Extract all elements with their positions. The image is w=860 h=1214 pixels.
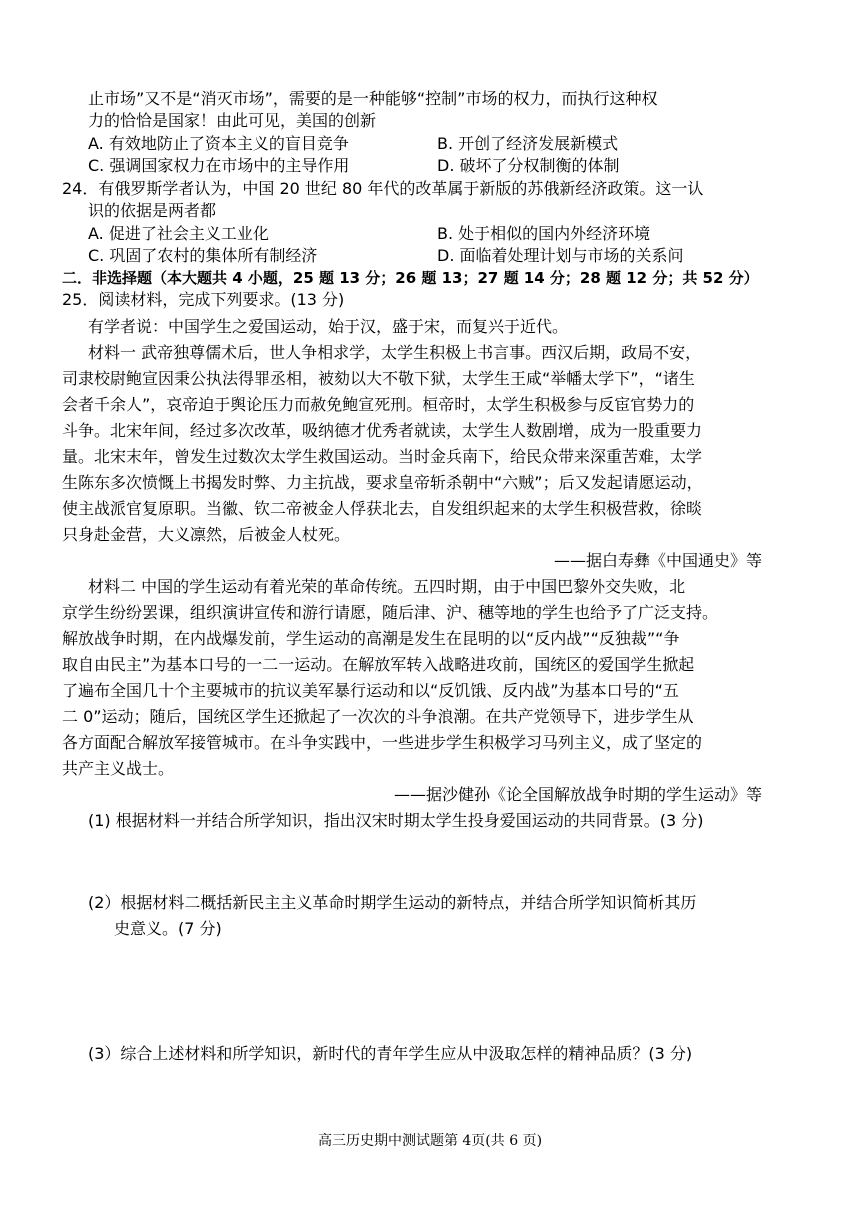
material-1-line-4: 斗争。北宋年间，经过多次改革，吸纳德才优秀者就读，太学生人数剧增，成为一股重要力 [62,421,703,440]
q24-stem-line-2: 识的依据是两者都 [88,201,217,220]
q24-option-c: C. 巩固了农村的集体所有制经济 [88,246,318,265]
q23-stem-line-2: 力的恰恰是国家！由此可见，美国的创新 [88,111,377,130]
q25-intro: 有学者说：中国学生之爱国运动，始于汉，盛于宋，而复兴于近代。 [88,317,569,336]
section-2-heading: 二．非选择题（本大题共 4 小题，25 题 13 分；26 题 13；27 题 14 分；28 题 12 分；共 52 分） [62,269,759,287]
q23-option-a: A. 有效地防止了资本主义的盲目竞争 [88,134,349,153]
q23-option-b: B. 开创了经济发展新模式 [437,134,619,153]
material-2-line-6: 二 0”运动；随后，国统区学生还掀起了一次次的斗争浪潮。在共产党领导下，进步学生从 [62,707,694,726]
sub-question-2-line-1: (2）根据材料二概括新民主主义革命时期学生运动的新特点，并结合所学知识简析其历 [88,893,697,912]
q24-option-b: B. 处于相似的国内外经济环境 [437,224,651,243]
material-1-line-3: 会者千余人”，哀帝迫于舆论压力而赦免鲍宣死刑。桓帝时，太学生积极参与反宦官势力的 [62,395,695,414]
q23-option-c: C. 强调国家权力在市场中的主导作用 [88,156,350,175]
q24-option-a: A. 促进了社会主义工业化 [88,224,269,243]
material-2-line-7: 各方面配合解放军接管城市。在斗争实践中，一些进步学生积极学习马列主义，成了坚定的 [62,733,703,752]
page-footer: 高三历史期中测试题第 4页(共 6 页) [317,1133,543,1149]
material-2-line-5: 了遍布全国几十个主要城市的抗议美军暴行运动和以“反饥饿、反内战”为基本口号的“五 [62,681,679,700]
q23-stem-line-1: 止市场”又不是“消灭市场”，需要的是一种能够“控制”市场的权力，而执行这种权 [88,89,658,108]
material-1-line-7: 使主战派官复原职。当徽、钦二帝被金人俘获北去，自发组织起来的太学生积极营救，徐晱 [62,499,703,518]
q24-option-d: D. 面临着处理计划与市场的关系问 [437,246,684,265]
sub-question-1: (1) 根据材料一并结合所学知识，指出汉宋时期太学生投身爱国运动的共同背景。(3 分) [88,811,704,830]
material-2-line-4: 取自由民主”为基本口号的一二一运动。在解放军转入战略进攻前，国统区的爱国学生掀起 [62,655,695,674]
material-1-source: ——据白寿彝《中国通史》等 [553,551,762,570]
material-2-source: ——据沙健孙《论全国解放战争时期的学生运动》等 [393,785,762,804]
material-1-line-8: 只身赴金营，大义凛然，后被金人杖死。 [62,525,351,544]
q25-stem: 25．阅读材料，完成下列要求。(13 分) [62,290,345,309]
material-1-line-6: 生陈东多次愤慨上书揭发时弊、力主抗战，要求皇帝斩杀朝中“六贼”；后又发起请愿运动， [62,473,703,492]
material-1-line-5: 量。北宋末年，曾发生过数次太学生救国运动。当时金兵南下，给民众带来深重苦难，太学 [62,447,703,466]
material-2-line-2: 京学生纷纷罢课，组织演讲宣传和游行请愿，随后津、沪、穗等地的学生也给予了广泛支持。 [62,603,719,622]
q23-option-d: D. 破坏了分权制衡的体制 [437,156,620,175]
material-1-line-2: 司隶校尉鲍宣因秉公执法得罪丞相，被劾以大不敬下狱，太学生王咸“举幡太学下”，“诸生 [62,369,695,388]
material-2-line-3: 解放战争时期，在内战爆发前，学生运动的高潮是发生在昆明的以“反内战”“反独裁”“争 [62,629,680,648]
material-2-line-8: 共产主义战士。 [62,759,175,778]
material-1-line-1: 材料一 武帝独尊儒术后，世人争相求学，太学生积极上书言事。西汉后期，政局不安， [88,343,702,362]
q24-stem-line-1: 24．有俄罗斯学者认为，中国 20 世纪 80 年代的改革属于新版的苏俄新经济政策。这一认 [62,179,704,198]
material-2-line-1: 材料二 中国的学生运动有着光荣的革命传统。五四时期，由于中国巴黎外交失败，北 [88,577,686,596]
sub-question-3: (3）综合上述材料和所学知识，新时代的青年学生应从中汲取怎样的精神品质？(3 分) [88,1044,693,1063]
sub-question-2-line-2: 史意义。(7 分) [114,919,222,938]
